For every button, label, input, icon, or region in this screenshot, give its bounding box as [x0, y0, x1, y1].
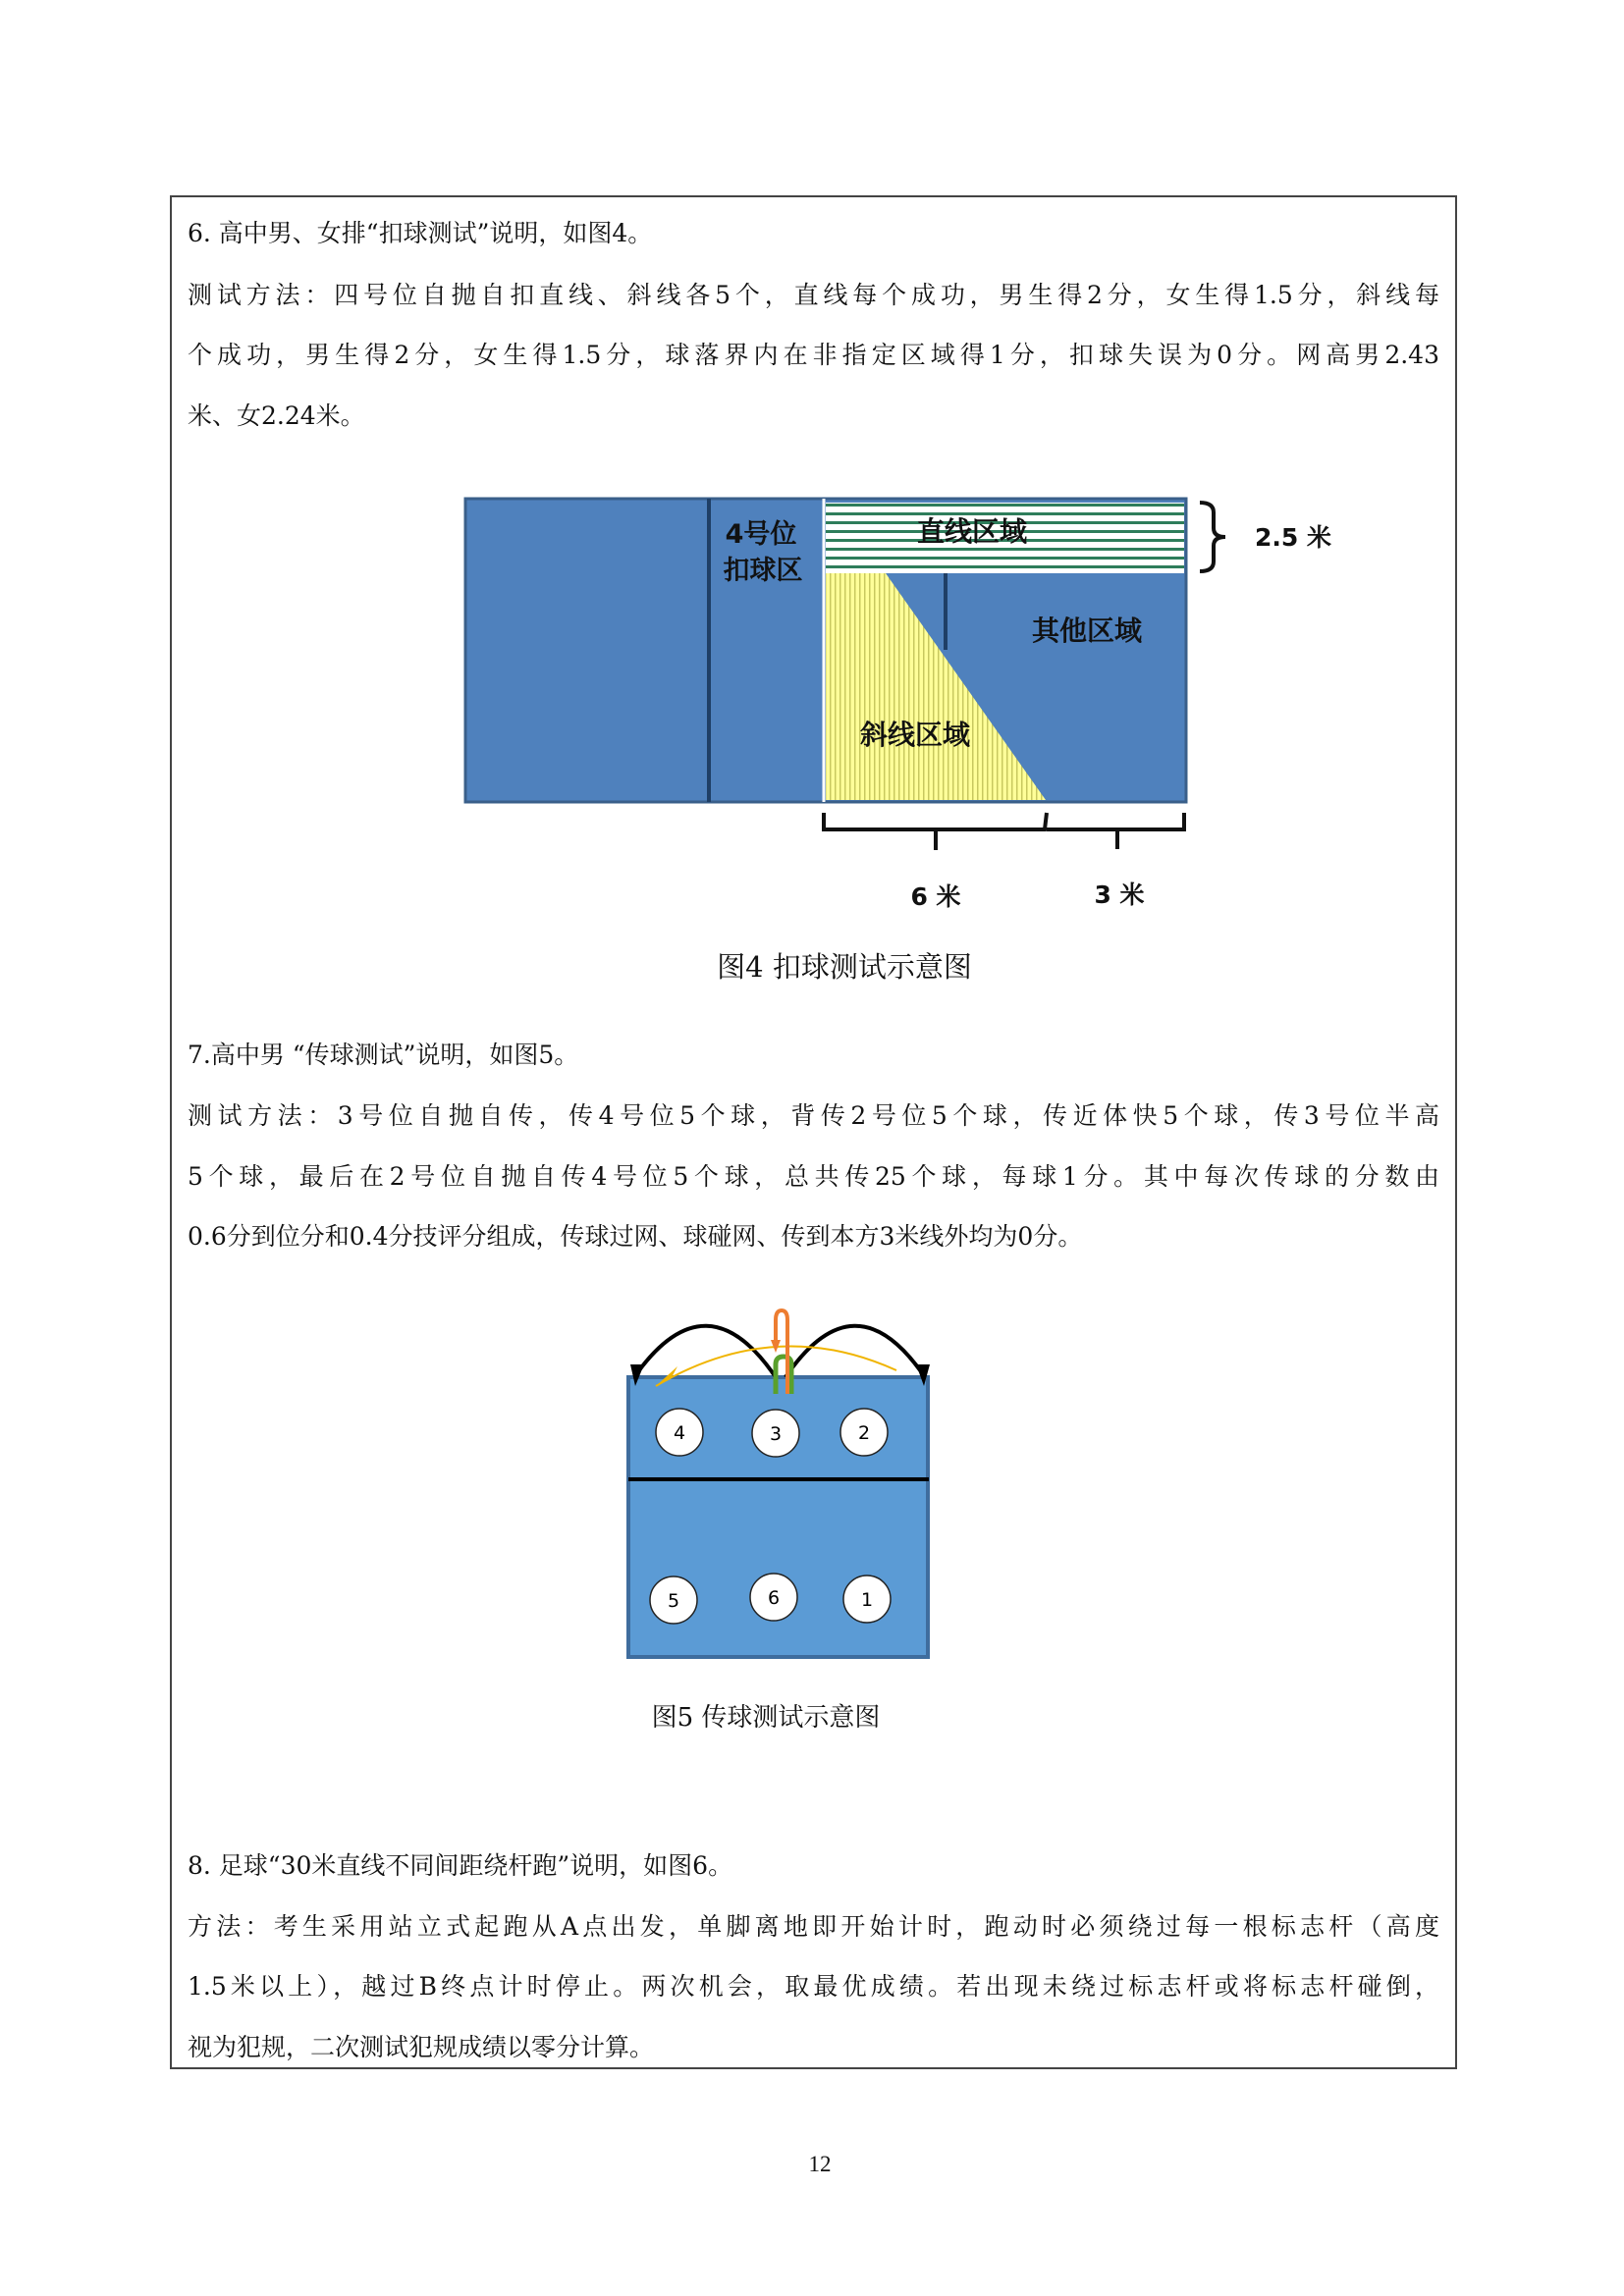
width-label: 2.5 米 — [1255, 523, 1331, 552]
section8-text-line: 1.5米以上），越过B终点计时停止。两次机会，取最优成绩。若出现未绕过标志杆或将标志杆碰倒， — [188, 1972, 1439, 2001]
position-1 — [843, 1575, 891, 1623]
section6-heading: 6. 高中男、女排“扣球测试”说明，如图4。 — [188, 219, 653, 247]
zone4-label-line1: 4号位 — [725, 519, 797, 550]
svg-text:2: 2 — [857, 1422, 871, 1444]
brace-right — [1200, 503, 1225, 571]
dist-3m-label: 3 米 — [1094, 881, 1145, 909]
section7-text-line: 0.6分到位分和0.4分技评分组成，传球过网、球碰网、传到本方3米线外均为0分。 — [188, 1222, 1083, 1251]
figure4-caption: 图4 扣球测试示意图 — [717, 950, 972, 984]
svg-text:1: 1 — [860, 1589, 874, 1611]
svg-text:3: 3 — [769, 1423, 783, 1445]
section6-text-line: 米、女2.24米。 — [188, 401, 365, 430]
section7-text-line: 测试方法：3号位自抛自传，传4号位5个球，背传2号位5个球，传近体快5个球，传3号位半高 — [188, 1101, 1439, 1130]
position-4 — [656, 1409, 703, 1456]
section7-text-line: 5个球，最后在2号位自抛自传4号位5个球，总共传25个球，每球1分。其中每次传球的分数由 — [188, 1162, 1439, 1191]
section8-text-line: 视为犯规，二次测试犯规成绩以零分计算。 — [188, 2033, 655, 2061]
figure5-pass-diagram — [628, 1310, 930, 1657]
position-6 — [750, 1574, 797, 1621]
section8-text-line: 方法：考生采用站立式起跑从A点出发，单脚离地即开始计时，跑动时必须绕过每一根标志杆（高度 — [188, 1912, 1439, 1941]
section7-heading: 7.高中男 “传球测试”说明，如图5。 — [188, 1041, 579, 1069]
straight-zone-label: 直线区域 — [916, 515, 1028, 548]
section6-text-line: 个成功，男生得2分，女生得1.5分，球落界内在非指定区域得1分，扣球失误为0分。网高男2.43 — [188, 341, 1439, 369]
diagonal-zone-label: 斜线区域 — [859, 719, 971, 751]
svg-text:6: 6 — [767, 1587, 781, 1609]
section8-heading: 8. 足球“30米直线不同间距绕杆跑”说明，如图6。 — [188, 1851, 733, 1880]
other-zone-label: 其他区域 — [1031, 614, 1143, 647]
brace-6m — [824, 813, 1047, 850]
dist-6m-label: 6 米 — [910, 882, 961, 911]
figure5-caption: 图5 传球测试示意图 — [651, 1703, 881, 1733]
svg-text:5: 5 — [667, 1590, 680, 1612]
section6-text-line: 测试方法：四号位自抛自扣直线、斜线各5个，直线每个成功，男生得2分，女生得1.5分，斜线每 — [188, 281, 1439, 309]
position-5 — [650, 1576, 697, 1624]
brace-3m — [1047, 813, 1184, 849]
svg-text:4: 4 — [673, 1422, 686, 1444]
page-number: 12 — [808, 2152, 832, 2176]
position-3 — [752, 1410, 799, 1457]
position-2 — [840, 1409, 888, 1456]
zone4-label-line2: 扣球区 — [723, 556, 803, 586]
